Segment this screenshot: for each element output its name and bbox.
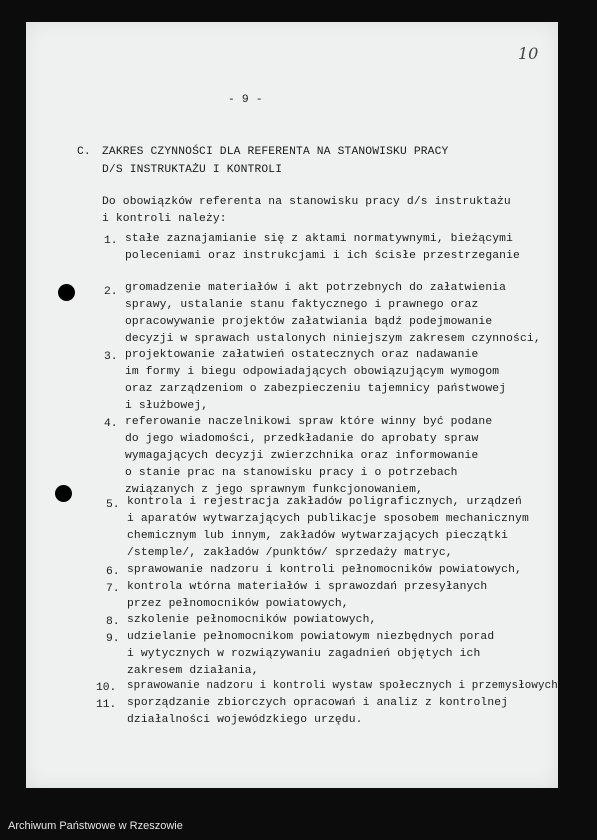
item-line: sporządzanie zbiorczych opracowań i analiz z kontrolnej xyxy=(127,697,509,709)
item-line: sprawowanie nadzoru i kontroli wystaw społecznych i przemysłowych xyxy=(127,680,558,692)
item-number: 1. xyxy=(104,235,118,247)
item-line: projektowanie załatwień ostatecznych oraz nadawanie xyxy=(125,349,479,361)
footer-bar xyxy=(0,796,597,840)
document-page xyxy=(26,22,558,788)
item-line: udzielanie pełnomocnikom powiatowym niezbędnych porad xyxy=(127,631,495,643)
intro-line: Do obowiązków referenta na stanowisku pracy d/s instruktażu xyxy=(102,196,511,208)
section-heading-line2: D/S INSTRUKTAŻU I KONTROLI xyxy=(102,164,283,176)
item-number: 11. xyxy=(96,699,117,711)
item-line: /stemple/, zakładów /punktów/ sprzedaży matryc, xyxy=(127,547,453,559)
item-line: i wytycznych w rozwiązywaniu zagadnień objętych ich xyxy=(127,648,481,660)
item-number: 8. xyxy=(106,616,120,628)
item-line: o stanie prac na stanowisku pracy i o potrzebach xyxy=(125,467,458,479)
item-number: 6. xyxy=(106,566,120,578)
item-line: do jego wiadomości, przedkładanie do aprobaty spraw xyxy=(125,433,479,445)
archive-name: Archiwum Państwowe w Rzeszowie xyxy=(8,820,183,832)
item-line: i służbowej, xyxy=(125,400,209,412)
item-line: zakresem działania, xyxy=(127,665,259,677)
item-line: referowanie naczelnikowi spraw które winny być podane xyxy=(125,416,493,428)
item-number: 2. xyxy=(104,286,118,298)
item-line: oraz zarządzeniom o zabezpieczeniu tajemnicy państwowej xyxy=(125,383,507,395)
item-number: 10. xyxy=(96,682,117,694)
page-number: - 9 - xyxy=(228,94,263,106)
item-line: gromadzenie materiałów i akt potrzebnych do załatwienia xyxy=(125,282,507,294)
item-line: decyzji w sprawach ustalonych niniejszym zakresem czynności, xyxy=(125,333,541,345)
item-line: sprawy, ustalanie stanu faktycznego i prawnego oraz xyxy=(125,299,479,311)
item-line: związanych z jego sprawnym funkcjonowaniem, xyxy=(125,484,423,496)
item-line: kontrola wtórna materiałów i sprawozdań przesyłanych xyxy=(127,581,488,593)
item-line: poleceniami oraz instrukcjami i ich ścisłe przestrzeganie xyxy=(125,250,520,262)
item-number: 5. xyxy=(106,499,120,511)
section-letter: C. xyxy=(77,146,91,158)
item-line: działalności wojewódzkiego urzędu. xyxy=(127,714,363,726)
punch-hole-bottom xyxy=(55,485,72,502)
item-number: 9. xyxy=(106,633,120,645)
item-line: wymagających decyzji zwierzchnika oraz informowanie xyxy=(125,450,479,462)
item-number: 4. xyxy=(104,418,118,430)
item-line: przez pełnomocników powiatowych, xyxy=(127,598,349,610)
section-heading-line1: ZAKRES CZYNNOŚCI DLA REFERENTA NA STANOWISKU PRACY xyxy=(102,146,449,158)
item-number: 3. xyxy=(104,351,118,363)
item-number: 7. xyxy=(106,583,120,595)
item-line: sprawowanie nadzoru i kontroli pełnomocników powiatowych, xyxy=(127,564,522,576)
item-line: chemicznym lub innym, zakładów wytwarzających pieczątki xyxy=(127,530,509,542)
item-line: i aparatów wytwarzających publikacje sposobem mechanicznym xyxy=(127,513,529,525)
folio-number: 10 xyxy=(518,44,539,63)
item-line: szkolenie pełnomocników powiatowych, xyxy=(127,614,377,626)
punch-hole-top xyxy=(58,284,75,301)
item-line: opracowywanie projektów załatwiania bądź podejmowanie xyxy=(125,316,493,328)
item-line: stałe zaznajamianie się z aktami normatywnymi, bieżącymi xyxy=(125,233,514,245)
intro-line: i kontroli należy: xyxy=(102,213,227,225)
item-line: im formy i biegu odpowiadających obowiązującym wymogom xyxy=(125,366,500,378)
item-line: kontrola i rejestracja zakładów poligraficznych, urządzeń xyxy=(127,496,522,508)
